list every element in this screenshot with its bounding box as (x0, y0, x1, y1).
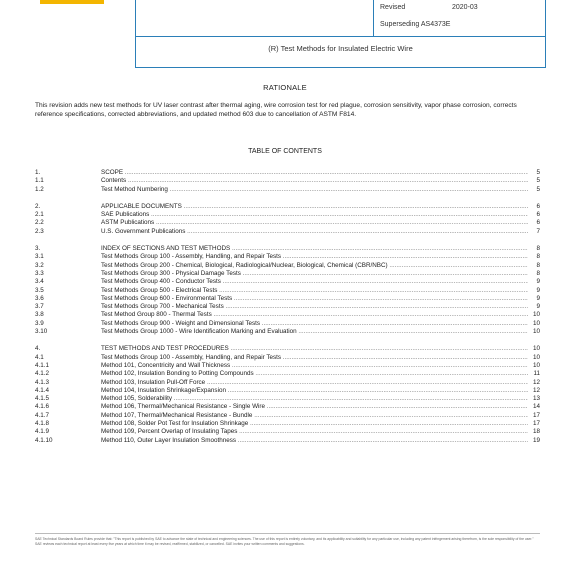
toc-entry-title: Test Methods Group 500 - Electrical Tests ..... (101, 287, 528, 295)
toc-entry[interactable] (35, 177, 540, 185)
toc-entry-page: 5 (536, 177, 540, 185)
toc-entry-page: 6 (536, 202, 540, 210)
toc-entry[interactable] (35, 262, 540, 270)
rationale-text: This revision adds new test methods for UV laser contrast after thermal aging, wire corrosion test for red plague, corrosion sensitivity, vapor phase corrosion, corrects reference specifications, corrected abbreviations, and updated method 603 due to cancellation of ASTM F814. (35, 102, 517, 118)
toc-entry-title: Method 102, Insulation Bonding to Potting Compounds ..... (101, 370, 528, 378)
toc-entry-title: ASTM Publications ..... (101, 219, 528, 227)
toc-entry-number: 3.10 (35, 328, 48, 336)
toc-entry-page: 9 (536, 286, 540, 294)
revised-date: 2020-03 (452, 4, 478, 11)
toc-entry-page: 9 (536, 278, 540, 286)
toc-entry-title: Method 105, Solderability ..... (101, 395, 528, 403)
toc-entry-number: 4.1.5 (35, 395, 50, 403)
toc-entry-title: Method 101, Concentricity and Wall Thickness ..... (101, 362, 528, 370)
toc-entry-page: 8 (536, 269, 540, 277)
toc-entry[interactable] (35, 379, 540, 387)
toc-entry-page: 19 (532, 436, 540, 444)
toc-entry-number: 1.1 (35, 177, 44, 185)
toc-entry[interactable] (35, 287, 540, 295)
toc-entry-page: 10 (532, 345, 540, 353)
toc-entry-page: 5 (536, 185, 540, 193)
toc-entry-title: Method 110, Outer Layer Insulation Smoothness ..... (101, 437, 528, 445)
toc-entry-page: 7 (536, 227, 540, 235)
rationale-heading: RATIONALE (263, 83, 307, 92)
toc-entry[interactable] (35, 345, 540, 353)
toc-entry-page: 5 (536, 169, 540, 176)
toc-entry-title: Method 104, Insulation Shrinkage/Expansion ..... (101, 387, 528, 395)
toc-entry-title: Test Methods Group 700 - Mechanical Tests ..... (101, 303, 528, 311)
toc-entry[interactable] (35, 395, 540, 403)
toc-entry[interactable] (35, 253, 540, 261)
toc-entry-title: Test Methods Group 100 - Assembly, Handling, and Repair Tests ..... (101, 253, 528, 261)
toc-entry[interactable] (35, 403, 540, 411)
toc-entry[interactable] (35, 245, 540, 253)
toc-entry-number: 4.1.9 (35, 428, 50, 436)
toc-entry-title: U.S. Government Publications ..... (101, 228, 528, 236)
header-divider-horizontal (135, 36, 546, 37)
toc-entry-number: 1.2 (35, 185, 44, 193)
toc-entry-page: 8 (536, 245, 540, 253)
toc-entry-page: 10 (532, 319, 540, 327)
toc-entry-page: 17 (532, 411, 540, 419)
toc-entry-number: 3.4 (35, 278, 44, 286)
toc-entry[interactable] (35, 211, 540, 219)
toc-entry-number: 4.1.7 (35, 411, 50, 419)
toc-heading: TABLE OF CONTENTS (248, 148, 322, 155)
toc-entry-page: 10 (532, 328, 540, 336)
toc-entry-title: INDEX OF SECTIONS AND TEST METHODS ..... (101, 245, 528, 253)
toc-entry-number: 4.1.2 (35, 370, 50, 378)
toc-entry[interactable] (35, 437, 540, 445)
toc-entry-page: 6 (536, 211, 540, 219)
toc-entry-number: 3.5 (35, 286, 44, 294)
toc-entry-title: Test Methods Group 200 - Chemical, Biological, Radiological/Nuclear, Biological, Chemical (CBR/NBC) ..... (101, 262, 528, 270)
toc-entry-number: 4.1.4 (35, 386, 50, 394)
toc-entry[interactable] (35, 270, 540, 278)
toc-entry-number: 3.9 (35, 319, 44, 327)
toc-entry[interactable] (35, 412, 540, 420)
toc-entry-number: 4.1.10 (35, 436, 53, 444)
toc-entry-page: 11 (533, 370, 540, 378)
toc-entry-number: 4. (35, 345, 41, 353)
toc-entry-number: 4.1 (35, 353, 44, 361)
toc-entry-number: 4.1.6 (35, 403, 50, 411)
toc-entry-title: Method 106, Thermal/Mechanical Resistance - Single Wire ..... (101, 403, 528, 411)
toc-entry[interactable] (35, 203, 540, 211)
toc-entry-page: 9 (536, 294, 540, 302)
toc-entry-page: 8 (536, 261, 540, 269)
toc-entry-page: 9 (536, 303, 540, 311)
toc-entry-title: Contents ..... (101, 177, 528, 185)
document-title: (R) Test Methods for Insulated Electric Wire (268, 44, 413, 53)
toc-entry-title: SAE Publications ..... (101, 211, 528, 219)
toc-entry-title: Method 108, Solder Pot Test for Insulation Shrinkage ..... (101, 420, 528, 428)
toc-entry-page: 18 (532, 428, 540, 436)
toc-entry-number: 3.8 (35, 311, 44, 319)
toc-entry[interactable] (35, 303, 540, 311)
toc-entry-number: 3.7 (35, 303, 44, 311)
toc-entry-page: 14 (532, 403, 540, 411)
superseding-label: Superseding AS4373E (380, 21, 451, 28)
header-divider (373, 0, 374, 36)
toc-entry-number: 2.2 (35, 219, 44, 227)
toc-entry-page: 13 (532, 395, 540, 403)
sae-logo (40, 0, 104, 4)
toc-entry-number: 4.1.8 (35, 420, 50, 428)
toc-entry-number: 3.2 (35, 261, 44, 269)
toc-entry-title: APPLICABLE DOCUMENTS ..... (101, 203, 528, 211)
toc-entry-number: 3.1 (35, 253, 44, 261)
toc-entry-title: Method 107, Thermal/Mechanical Resistance - Bundle ..... (101, 412, 528, 420)
footer-line: SAE reviews each technical report at least every five years at which time it may be revised, reaffirmed, stabilized, or cancelled. SAE invites your written comments and suggestions. (35, 542, 305, 546)
toc-entry-page: 12 (532, 386, 540, 394)
toc-entry-number: 2. (35, 202, 41, 210)
document-header-box (135, 0, 546, 68)
toc-entry[interactable] (35, 362, 540, 370)
toc-entry[interactable] (35, 387, 540, 395)
toc-entry-number: 2.1 (35, 211, 44, 219)
toc-entry[interactable] (35, 278, 540, 286)
revised-label: Revised (380, 4, 406, 11)
toc-entry-title: Test Method Group 800 - Thermal Tests ..... (101, 311, 528, 319)
toc-entry-title: Method 109, Percent Overlap of Insulating Tapes ..... (101, 428, 528, 436)
toc-entry[interactable] (35, 228, 540, 236)
toc-entry-number: 4.1.3 (35, 378, 50, 386)
footer-line: SAE Technical Standards Board Rules provide that: "This report is published by SAE to advance the state of technical and engineering sciences. The use of this report is entirely voluntary, and its applicability and suitability for any particular use, including any patent infringement arising therefrom, is the sole responsibility of the user." (35, 537, 534, 541)
toc-entry-title: Test Methods Group 400 - Conductor Tests ..... (101, 278, 528, 286)
toc-entry[interactable] (35, 320, 540, 328)
toc-entry[interactable] (35, 169, 540, 177)
toc-entry-title: SCOPE ..... (101, 169, 528, 177)
toc-entry[interactable] (35, 354, 540, 362)
toc-entry-title: Test Method Numbering ..... (101, 186, 528, 194)
toc-entry-title: Test Methods Group 100 - Assembly, Handling, and Repair Tests ..... (101, 354, 528, 362)
toc-entry-number: 3. (35, 245, 41, 253)
toc-entry-number: 1. (35, 169, 41, 176)
toc-entry[interactable] (35, 328, 540, 336)
toc-entry-page: 8 (536, 253, 540, 261)
toc-entry-title: Test Methods Group 900 - Weight and Dimensional Tests ..... (101, 320, 528, 328)
footer-notice (35, 537, 540, 547)
toc-entry-number: 2.3 (35, 227, 44, 235)
toc-entry[interactable] (35, 186, 540, 194)
toc-entry[interactable] (35, 420, 540, 428)
toc-entry-title: Test Methods Group 1000 - Wire Identification Marking and Evaluation ..... (101, 328, 528, 336)
toc-entry-title: TEST METHODS AND TEST PROCEDURES ..... (101, 345, 528, 353)
toc-entry-page: 12 (532, 378, 540, 386)
toc-entry[interactable] (35, 219, 540, 227)
toc-entry-page: 17 (532, 420, 540, 428)
toc-entry-title: Test Methods Group 300 - Physical Damage Tests ..... (101, 270, 528, 278)
toc-entry[interactable] (35, 370, 540, 378)
toc-entry-title: Test Methods Group 600 - Environmental Tests ..... (101, 295, 528, 303)
table-of-contents (35, 169, 540, 445)
toc-entry[interactable] (35, 428, 540, 436)
footer-divider (35, 533, 540, 534)
toc-entry-title: Method 103, Insulation Pull-Off Force ..... (101, 379, 528, 387)
toc-entry-page: 10 (532, 311, 540, 319)
toc-entry-page: 6 (536, 219, 540, 227)
toc-entry-number: 3.6 (35, 294, 44, 302)
toc-entry-number: 3.3 (35, 269, 44, 277)
toc-entry-page: 10 (532, 353, 540, 361)
toc-entry-page: 10 (532, 361, 540, 369)
toc-entry-number: 4.1.1 (35, 361, 50, 369)
toc-entry[interactable] (35, 295, 540, 303)
toc-entry[interactable] (35, 311, 540, 319)
